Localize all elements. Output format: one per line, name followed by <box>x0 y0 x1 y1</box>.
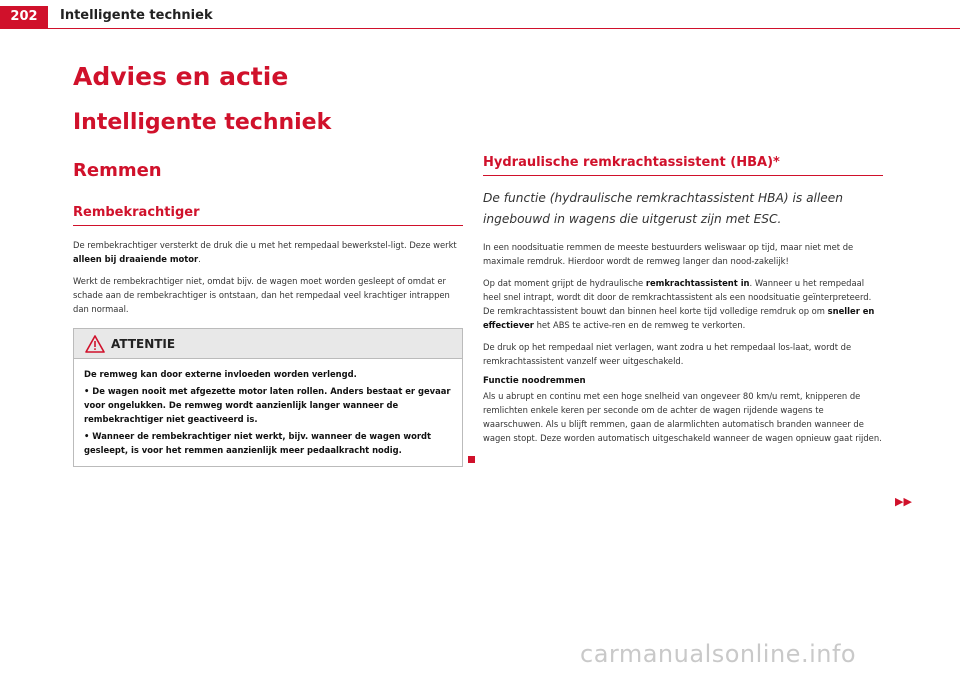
section-title: Intelligente techniek <box>73 110 332 135</box>
paragraph: De druk op het rempedaal niet verlagen, want zodra u het rempedaal los-laat, wordt de remkrachtassistent vanzelf weer uitgeschakeld. <box>483 342 852 366</box>
page-number: 202 <box>0 6 48 28</box>
warning-title: ATTENTIE <box>111 337 176 351</box>
warning-box <box>73 328 463 467</box>
double-chevron-right-icon[interactable]: ▶▶ <box>895 495 912 508</box>
watermark: carmanualsonline.info <box>580 640 857 668</box>
paragraph: Op dat moment grijpt de hydraulische remkrachtassistent in. Wanneer u het rempedaal heel snel intrapt, wordt dit door de remkrachtassistent als een noodsituatie geïnterpreteerd. De remkrachtassistent bouwt dan binnen heel korte tijd volledige remdruk op om sneller en effectiever het ABS te active-ren en de remweg te verkorten. <box>483 278 875 330</box>
warning-bullet: • De wagen nooit met afgezette motor laten rollen. Anders bestaat er gevaar voor ongelukken. De remweg wordt aanzienlijk langer wanneer de rembekrachtiger niet geactiveerd is. <box>84 386 451 424</box>
hba-heading: Hydraulische remkrachtassistent (HBA)* <box>483 155 883 176</box>
running-title: Intelligente techniek <box>60 8 213 23</box>
left-column <box>73 205 463 467</box>
paragraph: In een noodsituatie remmen de meeste bestuurders weliswaar op tijd, maar niet met de maximale remdruk. Hierdoor wordt de remweg langer dan nood-zakelijk! <box>483 242 854 266</box>
subsection-title: Remmen <box>73 160 162 181</box>
warning-body <box>74 359 462 466</box>
paragraph: Als u abrupt en continu met een hoge snelheid van ongeveer 80 km/u remt, knipperen de remlichten enkele keren per seconde om de achter de wagen rijdende wagens te waarschuwen. Als u blijft remmen, gaan de alarmlichten automatisch branden wanneer de wagen stopt. Deze worden automatisch uitgeschakeld wanneer de wagen opnieuw gaat rijden. <box>483 391 882 443</box>
warning-triangle-icon <box>85 335 105 353</box>
header-rule <box>0 28 960 29</box>
warning-bullet: • Wanneer de rembekrachtiger niet werkt, bijv. wanneer de wagen wordt gesleept, is voor het remmen aanzienlijk meer pedaalkracht nodig. <box>84 431 431 455</box>
intro-text: De functie (hydraulische remkrachtassistent HBA) is alleen ingebouwd in wagens die uitgerust zijn met ESC. <box>483 191 844 226</box>
paragraph: De rembekrachtiger versterkt de druk die u met het rempedaal bewerkstel-ligt. Deze werkt alleen bij draaiende motor. <box>73 240 457 264</box>
warning-header <box>74 329 462 359</box>
paragraph: Werkt de rembekrachtiger niet, omdat bijv. de wagen moet worden gesleept of omdat er schade aan de rembekrachtiger is ontstaan, dan het rempedaal veel krachtiger intrappen dan normaal. <box>73 276 450 314</box>
page-header <box>0 0 960 30</box>
functie-noodremmen-heading: Functie noodremmen <box>483 376 586 386</box>
rembekrachtiger-heading: Rembekrachtiger <box>73 205 463 226</box>
chapter-title: Advies en actie <box>73 62 289 91</box>
right-column <box>483 155 883 453</box>
warning-line: De remweg kan door externe invloeden worden verlengd. <box>84 369 357 379</box>
end-of-section-marker <box>468 456 475 463</box>
